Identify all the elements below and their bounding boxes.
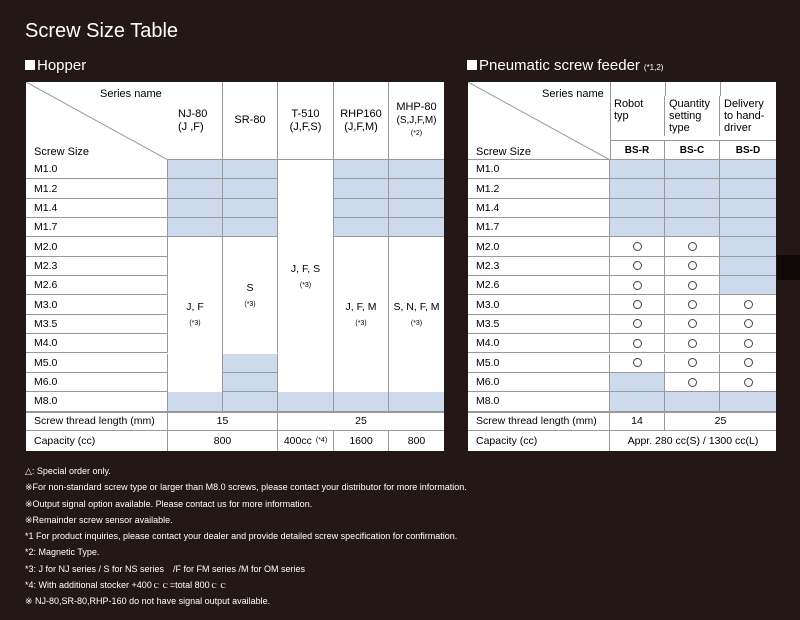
footnote-line: *2: Magnetic Type. [25, 547, 100, 558]
hopper-size-label: M1.7 [26, 218, 168, 237]
range-note: (*3) [355, 320, 367, 328]
hopper-capacity-400 [278, 431, 334, 451]
circle-available-icon [688, 261, 697, 270]
range-types: S, N, F, M [393, 301, 440, 314]
feeder-capacity-value: Appr. 280 cc(S) / 1300 cc(L) [627, 434, 759, 447]
hopper-model-rhp160 [334, 82, 389, 160]
feeder-available-cell [665, 237, 720, 256]
hopper-size-label: M5.0 [26, 354, 168, 373]
feeder-unavailable-cell [720, 218, 776, 237]
hopper-thread-15: 15 [168, 412, 278, 431]
hopper-unavailable-cell [223, 392, 278, 411]
feeder-available-cell [665, 257, 720, 276]
feeder-capacity-label: Capacity (cc) [468, 431, 610, 451]
hopper-unavailable-cell [168, 199, 223, 218]
hopper-size-label: M2.0 [26, 237, 168, 256]
hopper-unavailable-cell [168, 179, 223, 198]
range-types: S [246, 281, 254, 294]
feeder-thread-label: Screw thread length (mm) [468, 412, 610, 431]
feeder-size-label: M4.0 [468, 334, 610, 353]
square-bullet-icon [467, 60, 477, 70]
circle-available-icon [688, 300, 697, 309]
model-types: (J ,F) [178, 120, 204, 133]
hopper-unavailable-cell [168, 160, 223, 179]
hopper-unavailable-cell [168, 392, 223, 411]
feeder-unavailable-cell [610, 199, 665, 218]
range-note: (*3) [189, 320, 201, 328]
feeder-unavailable-cell [610, 160, 665, 179]
hopper-unavailable-cell [223, 199, 278, 218]
capacity-note: (*4) [315, 437, 328, 445]
hopper-unavailable-cell [223, 373, 278, 392]
hopper-size-label: M6.0 [26, 373, 168, 392]
feeder-model-bsc: BS-C [665, 140, 720, 160]
feeder-available-cell [720, 295, 776, 314]
hopper-capacity-800a: 800 [168, 431, 278, 451]
circle-available-icon [633, 261, 642, 270]
footnote-line: ※ NJ-80,SR-80,RHP-160 do not have signal output available. [25, 596, 271, 607]
hopper-size-label: M2.6 [26, 276, 168, 295]
hopper-capacity-800b: 800 [407, 434, 426, 447]
capacity-value: 400cc [283, 434, 312, 447]
hopper-unavailable-cell [223, 218, 278, 237]
feeder-size-label: M1.2 [468, 179, 610, 198]
feeder-unavailable-cell [610, 179, 665, 198]
feeder-size-label: M1.7 [468, 218, 610, 237]
hopper-range-nj80 [168, 237, 223, 392]
hopper-size-label: M8.0 [26, 392, 168, 411]
feeder-thread-14: 14 [610, 412, 665, 431]
range-types: J, F, M [345, 301, 377, 314]
hopper-unavailable-cell [168, 218, 223, 237]
circle-available-icon [633, 281, 642, 290]
feeder-available-cell [720, 354, 776, 373]
footnote-line: ※Output signal option available. Please contact us for more information. [25, 498, 313, 509]
circle-available-icon [688, 281, 697, 290]
hopper-section-title [25, 57, 86, 74]
model-name: T-510 [291, 107, 320, 120]
hopper-corner-diagonal [26, 82, 168, 160]
circle-available-icon [688, 242, 697, 251]
footnote-line: *4: With additional stocker +400ｃｃ=total 800ｃｃ [25, 580, 228, 591]
hopper-unavailable-cell [223, 179, 278, 198]
circle-available-icon [744, 378, 753, 387]
feeder-title-note: (*1,2) [643, 63, 664, 72]
circle-available-icon [744, 319, 753, 328]
hopper-unavailable-cell [223, 160, 278, 179]
feeder-unavailable-cell [610, 373, 665, 392]
hopper-size-label: M1.4 [26, 199, 168, 218]
feeder-size-label: M2.6 [468, 276, 610, 295]
hopper-size-label: M4.0 [26, 334, 168, 353]
feeder-unavailable-cell [720, 160, 776, 179]
hopper-unavailable-cell [389, 160, 444, 179]
hopper-unavailable-cell [334, 179, 389, 198]
circle-available-icon [633, 358, 642, 367]
feeder-available-cell [720, 315, 776, 334]
feeder-unavailable-cell [720, 179, 776, 198]
circle-available-icon [688, 339, 697, 348]
hopper-corner-size: Screw Size [34, 146, 90, 158]
feeder-unavailable-cell [665, 179, 720, 198]
hopper-thread-25: 25 [278, 412, 444, 431]
hopper-unavailable-cell [223, 354, 278, 373]
range-types: J, F [186, 301, 204, 314]
circle-available-icon [688, 319, 697, 328]
feeder-thread-25: 25 [665, 412, 776, 431]
square-bullet-icon [25, 60, 35, 70]
hopper-unavailable-cell [389, 218, 444, 237]
model-name: RHP160 [340, 107, 382, 120]
hopper-model-nj80 [168, 82, 223, 160]
feeder-size-label: M2.3 [468, 257, 610, 276]
circle-available-icon [633, 242, 642, 251]
feeder-available-cell [665, 276, 720, 295]
feeder-size-label: M8.0 [468, 392, 610, 411]
hopper-size-label: M1.0 [26, 160, 168, 179]
feeder-available-cell [665, 315, 720, 334]
footnotes [25, 463, 467, 610]
hopper-unavailable-cell [334, 218, 389, 237]
feeder-corner-series: Series name [542, 88, 604, 100]
hopper-unavailable-cell [334, 392, 389, 411]
hopper-range-t510 [278, 160, 334, 392]
footnote-line: ※For non-standard screw type or larger than M8.0 screws, please contact your distributor for more information. [25, 482, 467, 493]
hopper-size-label: M3.5 [26, 315, 168, 334]
feeder-available-cell [665, 373, 720, 392]
feeder-corner-diagonal [468, 82, 610, 160]
range-note: (*3) [244, 300, 256, 308]
hopper-unavailable-cell [389, 199, 444, 218]
footnote-line: △: Special order only. [25, 466, 111, 476]
feeder-available-cell [610, 354, 665, 373]
circle-available-icon [633, 319, 642, 328]
model-name: SR-80 [234, 114, 266, 126]
feeder-unavailable-cell [665, 218, 720, 237]
footnote-line: *1 For product inquiries, please contact your dealer and provide detailed screw specification for confirmation. [25, 531, 458, 542]
hopper-unavailable-cell [278, 392, 334, 411]
feeder-model-bsr: BS-R [610, 140, 665, 160]
feeder-unavailable-cell [720, 237, 776, 256]
hopper-unavailable-cell [334, 160, 389, 179]
feeder-unavailable-cell [720, 257, 776, 276]
hopper-corner-series: Series name [100, 88, 162, 100]
hopper-model-sr80 [223, 82, 278, 160]
feeder-available-cell [665, 354, 720, 373]
feeder-size-label: M3.5 [468, 315, 610, 334]
feeder-unavailable-cell [665, 160, 720, 179]
range-types: J, F, S [290, 262, 321, 275]
feeder-available-cell [610, 315, 665, 334]
hopper-size-label: M2.3 [26, 257, 168, 276]
feeder-corner-size: Screw Size [476, 146, 532, 158]
footnote-line: ※Remainder screw sensor available. [25, 514, 173, 525]
feeder-available-cell [610, 257, 665, 276]
circle-available-icon [744, 358, 753, 367]
feeder-available-cell [610, 295, 665, 314]
feeder-size-label: M5.0 [468, 354, 610, 373]
feeder-unavailable-cell [720, 392, 776, 411]
side-tab[interactable] [777, 255, 800, 280]
hopper-table [25, 81, 445, 452]
hopper-capacity-label: Capacity (cc) [26, 431, 168, 451]
hopper-unavailable-cell [389, 179, 444, 198]
model-types: (J,F,S) [289, 120, 322, 133]
feeder-unavailable-cell [610, 392, 665, 411]
hopper-range-sr80 [223, 237, 278, 353]
hopper-range-mhp80 [389, 237, 444, 392]
feeder-unavailable-cell [720, 199, 776, 218]
hopper-size-label: M1.2 [26, 179, 168, 198]
feeder-col-robot: Robot typ [610, 96, 665, 136]
hopper-model-mhp80 [389, 82, 444, 160]
feeder-unavailable-cell [720, 276, 776, 295]
hopper-model-t510 [278, 82, 334, 160]
feeder-model-bsd: BS-D [720, 140, 776, 160]
feeder-unavailable-cell [665, 392, 720, 411]
hopper-capacity-1600: 1600 [334, 431, 389, 451]
hopper-range-rhp160 [334, 237, 389, 392]
hopper-title-text: Hopper [37, 57, 87, 74]
feeder-size-label: M2.0 [468, 237, 610, 256]
feeder-table [467, 81, 777, 452]
feeder-available-cell [610, 276, 665, 295]
feeder-size-label: M1.4 [468, 199, 610, 218]
feeder-available-cell [610, 334, 665, 353]
model-types: (J,F,M) [344, 120, 378, 133]
range-note: (*3) [410, 320, 423, 328]
hopper-unavailable-cell [389, 392, 444, 411]
feeder-unavailable-cell [610, 218, 665, 237]
circle-available-icon [688, 378, 697, 387]
feeder-available-cell [610, 237, 665, 256]
hopper-size-label: M3.0 [26, 295, 168, 314]
range-note: (*3) [299, 281, 312, 289]
feeder-available-cell [665, 295, 720, 314]
circle-available-icon [633, 300, 642, 309]
feeder-size-label: M3.0 [468, 295, 610, 314]
feeder-size-label: M6.0 [468, 373, 610, 392]
feeder-unavailable-cell [665, 199, 720, 218]
model-name: MHP-80 [396, 101, 437, 113]
circle-available-icon [688, 358, 697, 367]
model-types: (S,J,F,M) [396, 115, 437, 126]
circle-available-icon [744, 300, 753, 309]
feeder-title-text: Pneumatic screw feeder [479, 57, 640, 74]
model-note: (*2) [410, 130, 423, 137]
hopper-unavailable-cell [334, 199, 389, 218]
circle-available-icon [633, 339, 642, 348]
feeder-available-cell [720, 373, 776, 392]
model-name: NJ-80 [178, 107, 208, 120]
feeder-size-label: M1.0 [468, 160, 610, 179]
feeder-available-cell [720, 334, 776, 353]
footnote-line: *3: J for NJ series / S for NS series /F for FM series /M for OM series [25, 563, 306, 574]
page-title: Screw Size Table [25, 20, 179, 42]
feeder-col-quantity: Quantity setting type [665, 96, 720, 136]
feeder-available-cell [665, 334, 720, 353]
feeder-section-title [467, 57, 663, 74]
feeder-col-delivery: Delivery to hand-driver [724, 98, 765, 134]
hopper-thread-label: Screw thread length (mm) [26, 412, 168, 431]
circle-available-icon [744, 339, 753, 348]
